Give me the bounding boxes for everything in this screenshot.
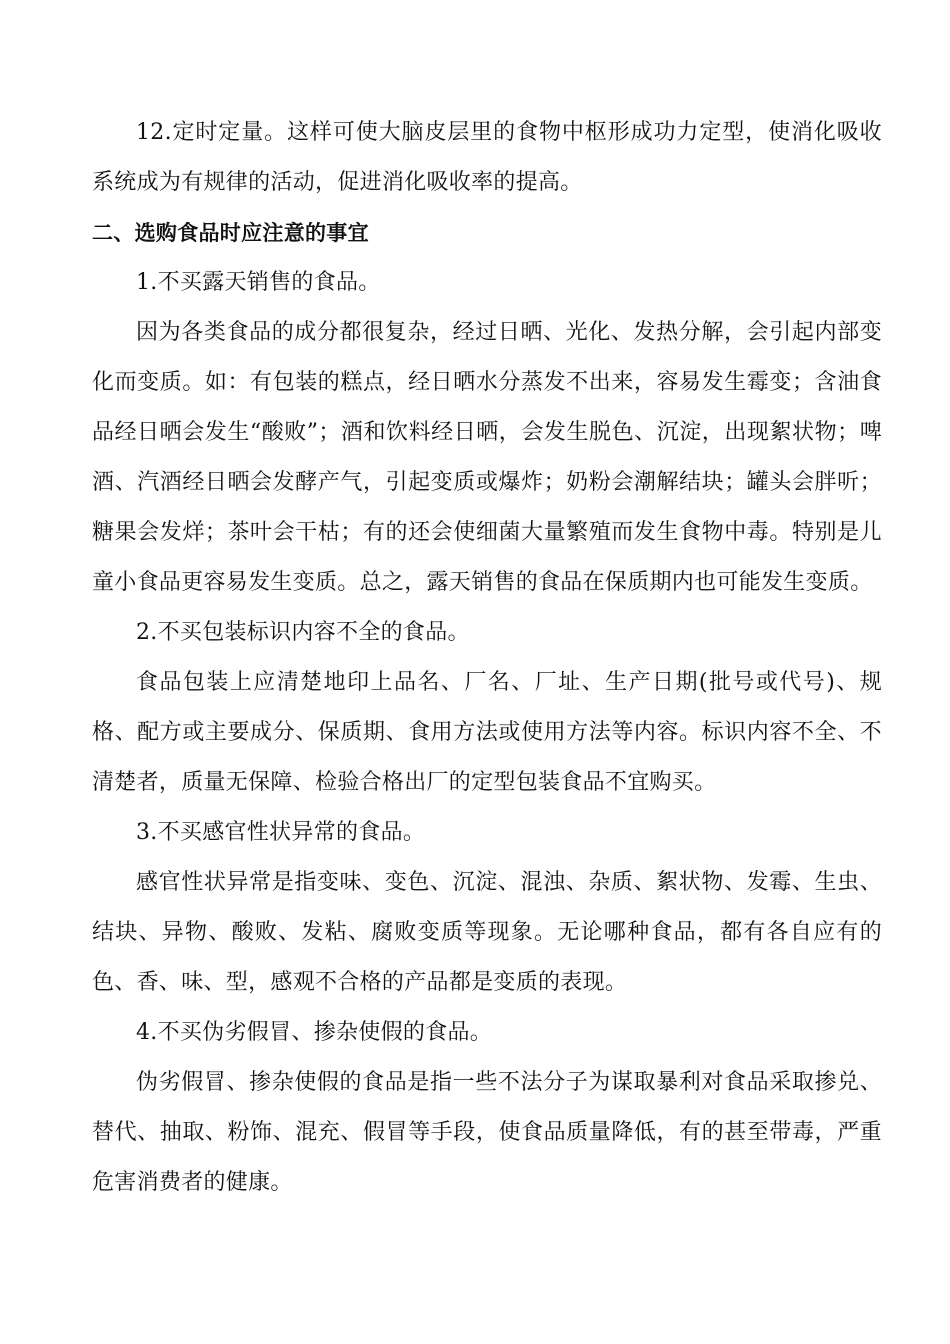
list-item-1-body: 因为各类食品的成分都很复杂，经过日晒、光化、发热分解，会引起内部变化而变质。如：有包装的糕点，经日晒水分蒸发不出来，容易发生霉变；含油食品经日晒会发生“酸败”；酒和饮料经日晒，会发生脱色、沉淀，出现絮状物；啤酒、汽酒经日晒会发酵产气，引起变质或爆炸；奶粉会潮解结块；罐头会胖听；糖果会发烊；茶叶会干枯；有的还会使细菌大量繁殖而发生食物中毒。特别是儿童小食品更容易发生变质。总之，露天销售的食品在保质期内也可能发生变质。 [92, 320, 882, 595]
section-heading: 二、选购食品时应注意的事宜 [92, 221, 369, 245]
list-item-3-title: 3.不买感官性状异常的食品。 [136, 820, 426, 845]
list-item-1-title: 1.不买露天销售的食品。 [136, 270, 381, 295]
list-item-3-body: 感官性状异常是指变味、变色、沉淀、混浊、杂质、絮状物、发霉、生虫、结块、异物、酸败、发粘、腐败变质等现象。无论哪种食品，都有各自应有的色、香、味、型，感观不合格的产品都是变质的表现。 [92, 870, 882, 995]
list-item-2-body: 食品包装上应清楚地印上品名、厂名、厂址、生产日期(批号或代号)、规格、配方或主要成分、保质期、食用方法或使用方法等内容。标识内容不全、不清楚者，质量无保障、检验合格出厂的定型包装食品不宜购买。 [92, 670, 882, 795]
paragraph-item-12: 12.定时定量。这样可使大脑皮层里的食物中枢形成功力定型，使消化吸收系统成为有规律的活动，促进消化吸收率的提高。 [92, 120, 882, 195]
list-item-4-title: 4.不买伪劣假冒、掺杂使假的食品。 [136, 1020, 493, 1045]
document-page [92, 108, 882, 1208]
list-item-2-title: 2.不买包装标识内容不全的食品。 [136, 620, 470, 645]
list-item-4-body: 伪劣假冒、掺杂使假的食品是指一些不法分子为谋取暴利对食品采取掺兑、替代、抽取、粉饰、混充、假冒等手段，使食品质量降低，有的甚至带毒，严重危害消费者的健康。 [92, 1070, 882, 1195]
